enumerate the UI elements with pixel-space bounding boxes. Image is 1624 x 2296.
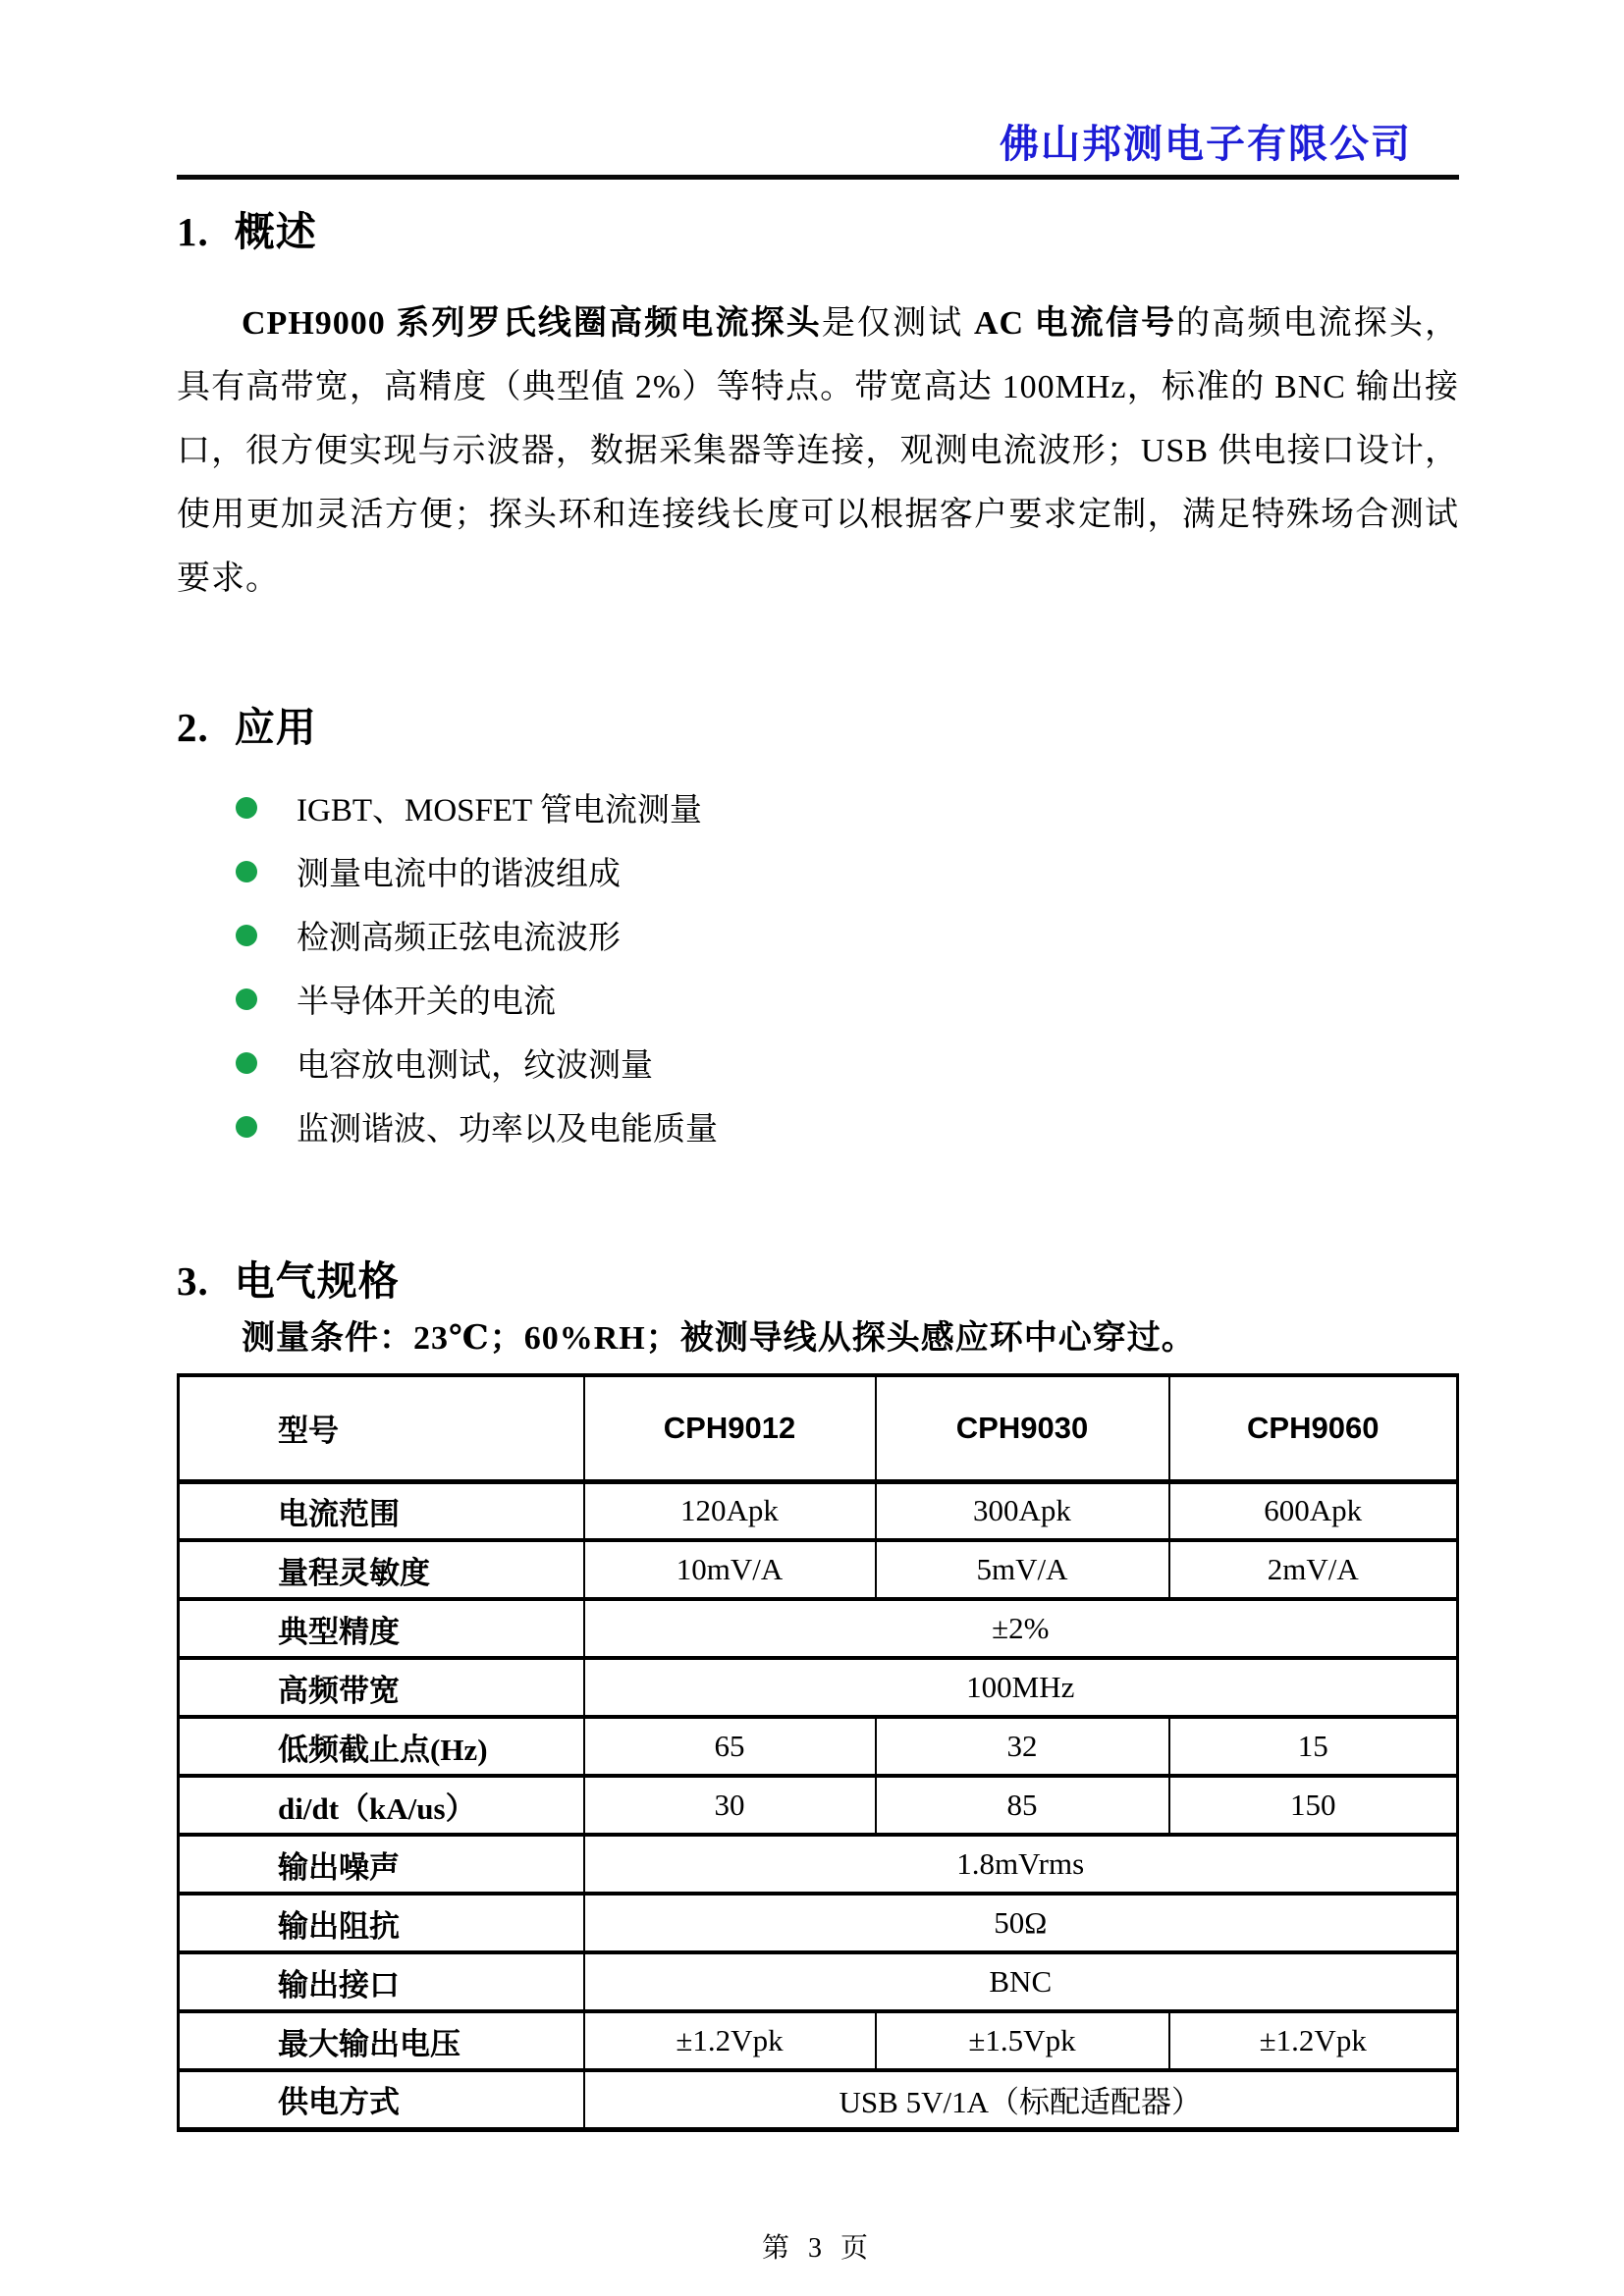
column-header-model: 型号 — [179, 1375, 584, 1481]
list-item — [177, 967, 1459, 1031]
overview-bold-ac: AC 电流信号 — [973, 305, 1177, 342]
table-row — [179, 2070, 1458, 2129]
row-label: 电流范围 — [179, 1481, 584, 1540]
cell-value: 150 — [1169, 1776, 1458, 1835]
cell-value: 10mV/A — [584, 1540, 876, 1599]
list-item-label: 测量电流中的谐波组成 — [297, 857, 621, 892]
list-item-label: IGBT、MOSFET 管电流测量 — [297, 793, 702, 828]
row-label: 典型精度 — [179, 1599, 584, 1658]
cell-merged-value: USB 5V/1A（标配适配器） — [584, 2070, 1458, 2129]
row-label: 输出阻抗 — [179, 1894, 584, 1952]
table-header-row — [179, 1375, 1458, 1481]
cell-value: ±1.2Vpk — [1169, 2011, 1458, 2070]
applications-list — [177, 775, 1459, 1158]
table-row — [179, 2011, 1458, 2070]
table-row — [179, 1835, 1458, 1894]
bullet-dot-icon — [236, 1116, 257, 1138]
row-label: 低频截止点(Hz) — [179, 1717, 584, 1776]
list-item — [177, 1095, 1459, 1158]
bullet-dot-icon — [236, 988, 257, 1010]
table-row — [179, 1599, 1458, 1658]
cell-merged-value: 100MHz — [584, 1658, 1458, 1717]
column-header-cph9012: CPH9012 — [584, 1375, 876, 1481]
section-overview-heading — [177, 207, 1459, 256]
column-header-cph9030: CPH9030 — [876, 1375, 1169, 1481]
row-label: 输出噪声 — [179, 1835, 584, 1894]
cell-value: 120Apk — [584, 1481, 876, 1540]
row-label: 高频带宽 — [179, 1658, 584, 1717]
list-item — [177, 839, 1459, 903]
row-label: 量程灵敏度 — [179, 1540, 584, 1599]
list-item — [177, 903, 1459, 967]
row-label: di/dt（kA/us） — [179, 1776, 584, 1835]
cell-value: 2mV/A — [1169, 1540, 1458, 1599]
table-row — [179, 1717, 1458, 1776]
list-item — [177, 1031, 1459, 1095]
cell-value: 32 — [876, 1717, 1169, 1776]
bullet-dot-icon — [236, 797, 257, 819]
bullet-dot-icon — [236, 1052, 257, 1074]
cell-merged-value: BNC — [584, 1952, 1458, 2011]
column-header-cph9060: CPH9060 — [1169, 1375, 1458, 1481]
row-label: 输出接口 — [179, 1952, 584, 2011]
overview-regular-mid: 是仅测试 — [821, 305, 974, 342]
section-specs-heading — [177, 1256, 1459, 1306]
cell-value: 5mV/A — [876, 1540, 1169, 1599]
measurement-condition: 测量条件：23℃；60%RH；被测导线从探头感应环中心穿过。 — [242, 1320, 1196, 1357]
table-row — [179, 1776, 1458, 1835]
company-name: 佛山邦测电子有限公司 — [1000, 123, 1412, 166]
list-item-label: 监测谐波、功率以及电能质量 — [297, 1112, 718, 1148]
overview-regular-rest: 的高频电流探头，具有高带宽，高精度（典型值 2%）等特点。带宽高达 100MHz，标准的 BNC 输出接口，很方便实现与示波器，数据采集器等连接，观测电流波形；USB 供电接口设计，使用更加灵活方便；探头环和连接线长度可以根据客户要求定制，满足特殊场合测试要求。 — [177, 305, 1460, 597]
cell-value: ±1.2Vpk — [584, 2011, 876, 2070]
section-specs-number: 3. — [177, 1258, 209, 1304]
document-content — [177, 0, 1459, 2266]
overview-bold-lead: CPH9000 系列罗氏线圈高频电流探头 — [242, 305, 822, 342]
cell-merged-value: 1.8mVrms — [584, 1835, 1458, 1894]
section-applications-number: 2. — [177, 705, 209, 750]
list-item-label: 电容放电测试，纹波测量 — [297, 1048, 653, 1084]
cell-value: 65 — [584, 1717, 876, 1776]
header-rule — [177, 175, 1459, 180]
bullet-dot-icon — [236, 925, 257, 946]
cell-value: 300Apk — [876, 1481, 1169, 1540]
cell-value: 85 — [876, 1776, 1169, 1835]
section-applications-heading — [177, 703, 1459, 752]
row-label: 供电方式 — [179, 2070, 584, 2129]
section-applications-title: 应用 — [234, 705, 317, 750]
cell-merged-value: ±2% — [584, 1599, 1458, 1658]
section-specs-title: 电气规格 — [234, 1258, 400, 1304]
table-row — [179, 1540, 1458, 1599]
spec-table — [177, 1373, 1459, 2132]
list-item-label: 检测高频正弦电流波形 — [297, 921, 621, 956]
overview-paragraph — [177, 292, 1459, 611]
section-overview-title: 概述 — [234, 209, 317, 254]
section-overview-number: 1. — [177, 209, 209, 254]
cell-merged-value: 50Ω — [584, 1894, 1458, 1952]
bullet-dot-icon — [236, 861, 257, 882]
list-item — [177, 775, 1459, 839]
cell-value: 15 — [1169, 1717, 1458, 1776]
table-row — [179, 1658, 1458, 1717]
page-number: 第 3 页 — [761, 2232, 874, 2264]
table-row — [179, 1481, 1458, 1540]
cell-value: 600Apk — [1169, 1481, 1458, 1540]
table-row — [179, 1894, 1458, 1952]
table-row — [179, 1952, 1458, 2011]
cell-value: ±1.5Vpk — [876, 2011, 1169, 2070]
list-item-label: 半导体开关的电流 — [297, 985, 556, 1020]
cell-value: 30 — [584, 1776, 876, 1835]
row-label: 最大输出电压 — [179, 2011, 584, 2070]
